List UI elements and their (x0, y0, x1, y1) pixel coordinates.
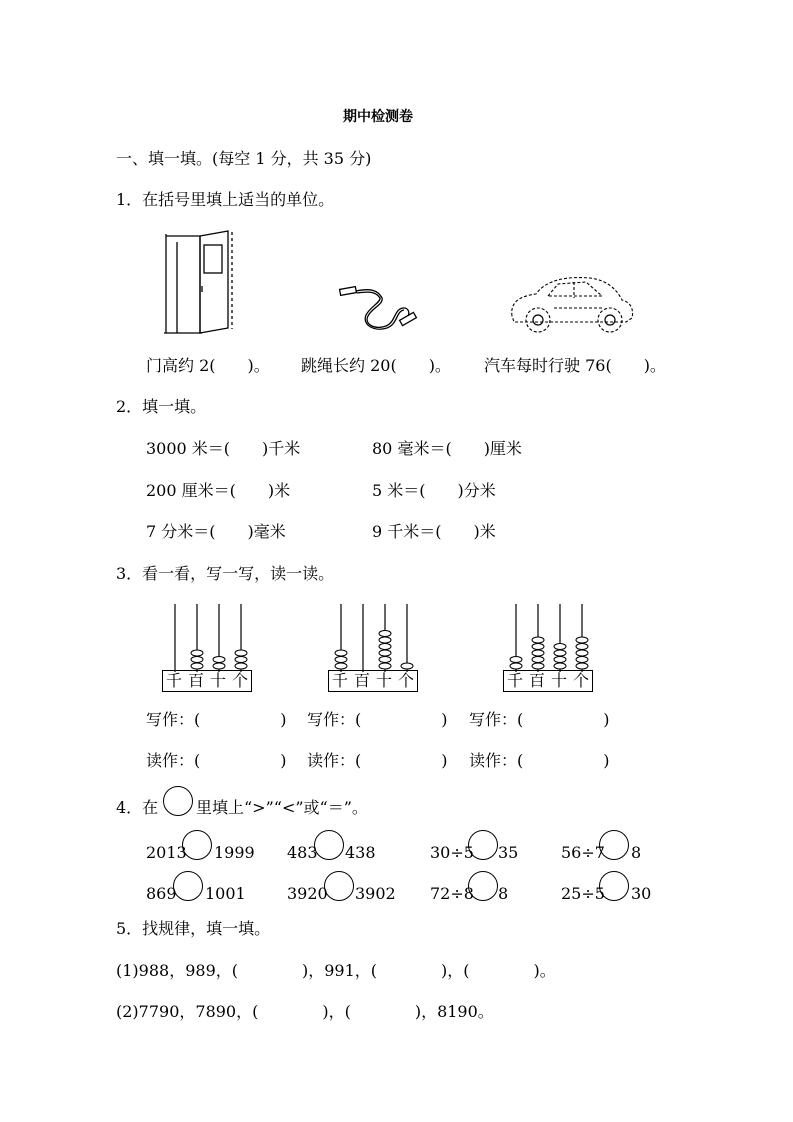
compare-circle-icon (163, 786, 193, 816)
q3-stem: 3．看一看，写一写，读一读。 (116, 564, 335, 583)
compare-right: 3902 (355, 884, 396, 903)
abacus (164, 600, 252, 672)
abacus-bead (401, 663, 413, 669)
compare-right: 30 (631, 884, 652, 903)
q1-stem: 1．在括号里填上适当的单位。 (116, 190, 335, 209)
q2-item: 80 毫米＝( )厘米 (372, 439, 522, 458)
abacus-bead (510, 663, 522, 669)
abacus-bead (191, 650, 203, 656)
q2-item: 9 千米＝( )米 (372, 522, 496, 541)
q4-stem-suffix: 里填上“>”“<”或“＝”。 (196, 798, 368, 817)
compare-circle[interactable] (468, 830, 498, 860)
abacus-bead (379, 663, 391, 669)
abacus-bead (379, 631, 391, 637)
q4-stem-prefix: 4．在 (116, 798, 159, 817)
abacus-bead (554, 663, 566, 669)
q2-item: 5 米＝( )分米 (372, 481, 496, 500)
read-blank-3[interactable]: 读作：( ) (469, 751, 610, 770)
abacus (330, 600, 418, 672)
compare-circle[interactable] (182, 830, 212, 860)
compare-left: 25÷5 (561, 884, 605, 903)
place-label: 个 (231, 671, 248, 690)
abacus-bead (379, 644, 391, 650)
abacus-bead (235, 657, 247, 663)
write-blank-1[interactable]: 写作：( ) (146, 710, 287, 729)
abacus-bead (576, 650, 588, 656)
q1-item-door: 门高约 2( )。 (146, 356, 270, 375)
write-blank-3[interactable]: 写作：( ) (469, 710, 610, 729)
q2-item: 200 厘米＝( )米 (146, 481, 291, 500)
section-heading: 一、填一填。(每空 1 分，共 35 分) (116, 149, 372, 168)
place-label: 十 (209, 671, 226, 690)
compare-circle[interactable] (468, 871, 498, 901)
q1-item-rope: 跳绳长约 20( )。 (301, 356, 451, 375)
abacus-bead (532, 663, 544, 669)
page-title: 期中检测卷 (343, 109, 413, 125)
abacus-bead (335, 663, 347, 669)
abacus-bead (576, 644, 588, 650)
compare-circle[interactable] (173, 871, 203, 901)
q1-item-car: 汽车每时行驶 76( )。 (484, 356, 666, 375)
jump-rope-icon (338, 278, 422, 336)
compare-right: 1999 (214, 843, 255, 862)
abacus-bead (335, 657, 347, 663)
compare-left: 72÷8 (430, 884, 474, 903)
compare-circle[interactable] (324, 871, 354, 901)
abacus-bead (554, 657, 566, 663)
compare-circle[interactable] (314, 830, 344, 860)
abacus-bead (379, 650, 391, 656)
compare-left: 3920 (287, 884, 328, 903)
compare-left: 483 (287, 843, 318, 862)
compare-right: 8 (498, 884, 509, 903)
compare-left: 56÷7 (561, 843, 605, 862)
abacus-bead (335, 650, 347, 656)
abacus-bead (213, 657, 225, 663)
abacus-bead (532, 637, 544, 643)
compare-left: 30÷5 (430, 843, 474, 862)
abacus-bead (235, 663, 247, 669)
compare-left: 869 (146, 884, 177, 903)
place-label: 十 (375, 671, 392, 690)
abacus-bead (554, 650, 566, 656)
place-label: 千 (506, 671, 523, 690)
abacus-bead (532, 644, 544, 650)
compare-circle[interactable] (599, 830, 629, 860)
abacus-bead (191, 657, 203, 663)
compare-right: 8 (631, 843, 642, 862)
abacus-bead (510, 657, 522, 663)
compare-right: 35 (498, 843, 519, 862)
abacus-bead (235, 650, 247, 656)
compare-circle[interactable] (599, 871, 629, 901)
abacus-bead (532, 650, 544, 656)
read-blank-2[interactable]: 读作：( ) (307, 751, 448, 770)
write-blank-2[interactable]: 写作：( ) (307, 710, 448, 729)
door-icon (160, 228, 240, 338)
compare-left: 2013 (146, 843, 187, 862)
abacus-bead (191, 663, 203, 669)
abacus-bead (576, 657, 588, 663)
place-label: 个 (572, 671, 589, 690)
compare-right: 1001 (205, 884, 246, 903)
q5-line-1: (1)988，989，( )，991，( )，( )。 (116, 961, 556, 980)
abacus-bead (554, 644, 566, 650)
place-label: 千 (331, 671, 348, 690)
abacus (505, 600, 593, 672)
q2-item: 7 分米＝( )毫米 (146, 522, 286, 541)
place-label: 百 (187, 671, 204, 690)
abacus-base (162, 670, 252, 692)
abacus-bead (532, 657, 544, 663)
place-label: 千 (165, 671, 182, 690)
q5-stem: 5．找规律，填一填。 (116, 919, 271, 938)
place-label: 个 (397, 671, 414, 690)
abacus-base (503, 670, 593, 692)
abacus-bead (576, 663, 588, 669)
abacus-bead (379, 657, 391, 663)
read-blank-1[interactable]: 读作：( ) (146, 751, 287, 770)
abacus-bead (213, 663, 225, 669)
compare-right: 438 (345, 843, 376, 862)
abacus-base (328, 670, 418, 692)
car-icon (506, 272, 638, 338)
abacus-bead (576, 637, 588, 643)
place-label: 百 (528, 671, 545, 690)
q2-stem: 2．填一填。 (116, 397, 207, 416)
place-label: 十 (550, 671, 567, 690)
abacus-bead (379, 637, 391, 643)
q2-item: 3000 米＝( )千米 (146, 439, 301, 458)
place-label: 百 (353, 671, 370, 690)
q5-line-2: (2)7790，7890，( )，( )，8190。 (116, 1002, 494, 1021)
